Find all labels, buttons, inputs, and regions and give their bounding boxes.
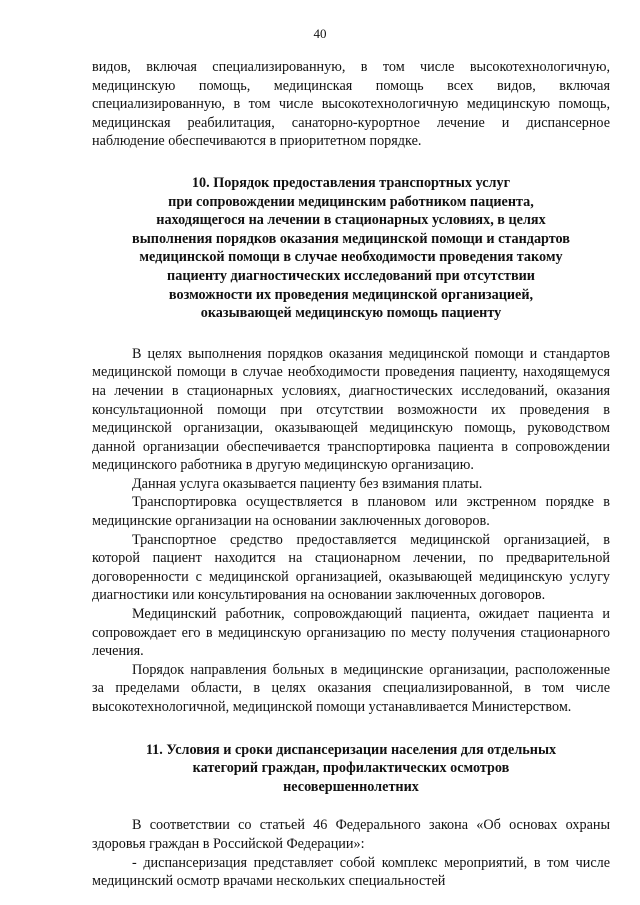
heading-line: категорий граждан, профилактических осмотров — [192, 760, 510, 777]
heading-line: оказывающей медицинскую помощь пациенту — [200, 305, 502, 322]
section-10-paragraph: Транспортное средство предоставляется медицинской организацией, в которой пациент находится на стационарном лечении, по предварительной договоренности с медицинской организацией, оказывающей медицинскую услугу диагностики или консультирования на основании заключенных договоров. — [92, 531, 610, 604]
heading-line: 11. Условия и сроки диспансеризации населения для отдельных — [145, 741, 557, 758]
heading-line: пациенту диагностических исследований при отсутствии — [167, 267, 535, 284]
heading-line: при сопровождении медицинским работником пациента, — [168, 193, 534, 210]
section-10-paragraph: Данная услуга оказывается пациенту без взимания платы. — [132, 475, 483, 492]
section-10-heading — [92, 174, 610, 323]
section-10-paragraph: Транспортировка осуществляется в плановом или экстренном порядке в медицинские организации на основании заключенных договоров. — [92, 494, 610, 530]
section-11-intro: В соответствии со статьей 46 Федерального закона «Об основах охраны здоровья граждан в Российской Федерации»: — [92, 817, 610, 852]
document-body — [92, 58, 610, 891]
section-10-paragraph: В целях выполнения порядков оказания медицинской помощи и стандартов медицинской помощи в случае необходимости проведения пациенту, находящемуся на лечении в стационарных условиях, диагностических исследований, оказания консультационной помощи при отсутствии возможности их проведения в медицинской организации, оказывающей медицинскую помощь, руководством данной организации обеспечивается транспортировка пациента в сопровождении медицинского работника в другую медицинскую организацию. — [92, 345, 610, 474]
page-number: 40 — [313, 26, 327, 41]
heading-line: 10. Порядок предоставления транспортных услуг — [191, 174, 511, 191]
heading-line: выполнения порядков оказания медицинской помощи и стандартов — [132, 230, 570, 247]
heading-line: несовершеннолетних — [283, 778, 419, 795]
bullet-text: диспансеризация представляет собой комплекс мероприятий, в том числе медицинский осмотр врачами нескольких специальностей — [92, 854, 610, 890]
heading-line: медицинской помощи в случае необходимости проведения такому — [139, 249, 563, 266]
section-11-bullet — [92, 854, 610, 891]
heading-line: возможности их проведения медицинской организацией, — [168, 286, 534, 303]
section-10-paragraph: Порядок направления больных в медицинские организации, расположенные за пределами области, в целях оказания специализированной, в том числе высокотехнологичной, медицинской помощи устанавливается Министерством. — [92, 661, 610, 715]
heading-line: находящегося на лечении в стационарных условиях, в целях — [156, 212, 546, 229]
section-11-heading — [92, 741, 610, 797]
section-10-paragraph: Медицинский работник, сопровождающий пациента, ожидает пациента и сопровождает его в медицинскую организацию по месту получения стационарного лечения. — [92, 606, 610, 660]
opening-paragraph: видов, включая специализированную, в том числе высокотехнологичную, медицинскую помощь, медицинская помощь всех видов, включая специализированную, в том числе высокотехнологичную медицинскую помощь, медицинская реабилитация, санаторно-курортное лечение и диспансерное наблюдение обеспечиваются в приоритетном порядке. — [92, 59, 610, 150]
bullet-marker: - — [132, 854, 137, 871]
